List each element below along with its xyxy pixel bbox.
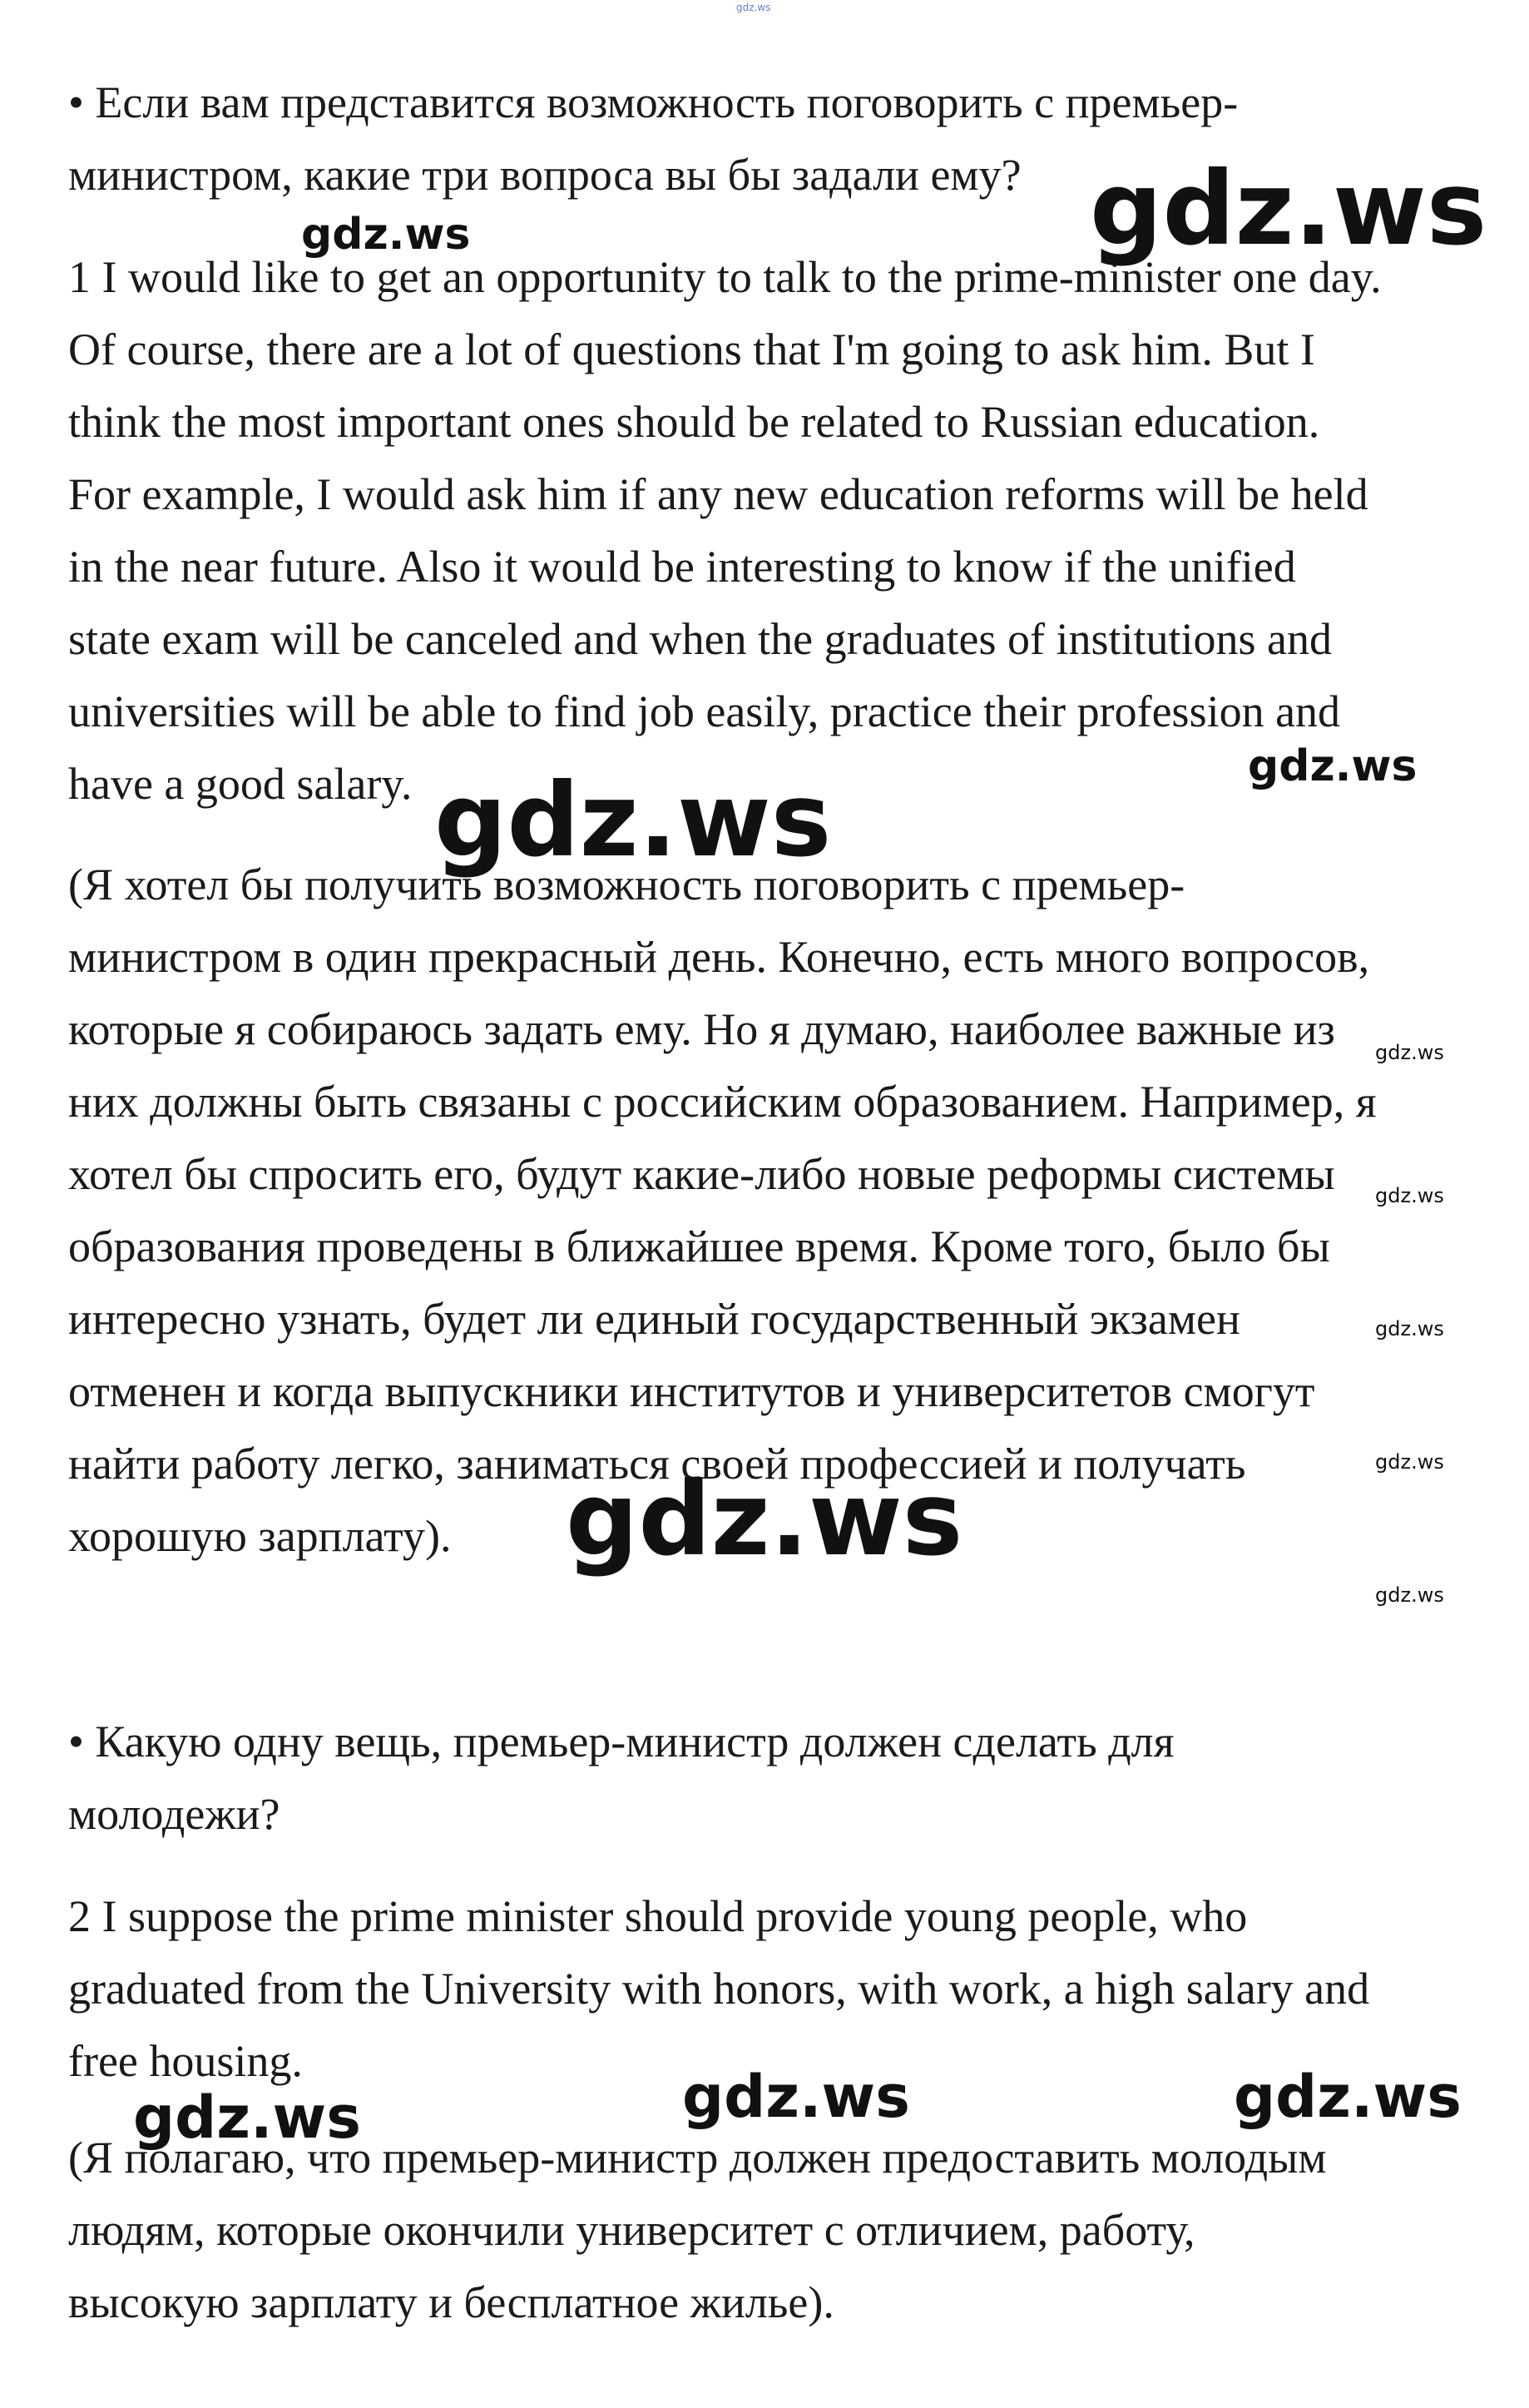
watermark-medium-5: gdz.ws bbox=[1234, 2063, 1462, 2131]
watermark-medium-3: gdz.ws bbox=[133, 2083, 361, 2152]
answer-2-english: 2 I suppose the prime minister should provide young people, who graduated from the University with honors, with work, a high salary and free housing. bbox=[68, 1891, 1370, 2086]
watermark-small-1: gdz.ws bbox=[1375, 1041, 1444, 1064]
watermark-small-4: gdz.ws bbox=[1375, 1450, 1444, 1474]
watermark-small-3: gdz.ws bbox=[1375, 1317, 1444, 1340]
watermark-large-1: gdz.ws bbox=[1090, 150, 1487, 268]
watermark-large-3: gdz.ws bbox=[566, 1460, 963, 1578]
watermark-small-2: gdz.ws bbox=[1375, 1184, 1444, 1207]
question-2: • Какую одну вещь, премьер-министр должен сделать для молодежи? bbox=[68, 1717, 1175, 1839]
watermark-medium-1: gdz.ws bbox=[301, 210, 471, 260]
answer-1-russian: (Я хотел бы получить возможность поговорить с премьер- министром в один прекрасный день. Конечно, есть много вопросов, которые я собираюсь задать ему. Но я думаю, наиболее важные из них должны быть связаны с российским образованием. Например, я хотел бы спросить его, будут какие-либо новые реформы системы образования проведены в ближайшее время. Кроме того, было бы интересно узнать, будет ли единый государственный экзамен отменен и когда выпускники институтов и университетов смогут найти работу легко, заниматься своей профессией и получать хорошую зарплату). bbox=[68, 860, 1377, 1561]
question-1: • Если вам представится возможность поговорить с премьер- министром, какие три вопроса вы бы задали ему? bbox=[68, 77, 1239, 200]
watermark-large-2: gdz.ws bbox=[434, 761, 832, 879]
answer-1-english: 1 I would like to get an opportunity to talk to the prime-minister one day. Of course, there are a lot of questions that I'm going to ask him. But I think the most important ones should be related to Russian education. For example, I would ask him if any new education reforms will be held in the near future. Also it would be interesting to know if the unified state exam will be canceled and when the graduates of institutions and universities will be able to find job easily, practice their profession and have a good salary. bbox=[68, 252, 1382, 809]
watermark-small-5: gdz.ws bbox=[1375, 1583, 1444, 1607]
watermark-medium-2: gdz.ws bbox=[1248, 741, 1418, 791]
answer-2-russian: (Я полагаю, что премьер-министр должен предоставить молодым людям, которые окончили университет с отличием, работу, высокую зарплату и бесплатное жилье). bbox=[68, 2133, 1327, 2327]
watermark-medium-4: gdz.ws bbox=[682, 2063, 910, 2131]
watermark-top: gdz.ws bbox=[736, 2, 771, 13]
